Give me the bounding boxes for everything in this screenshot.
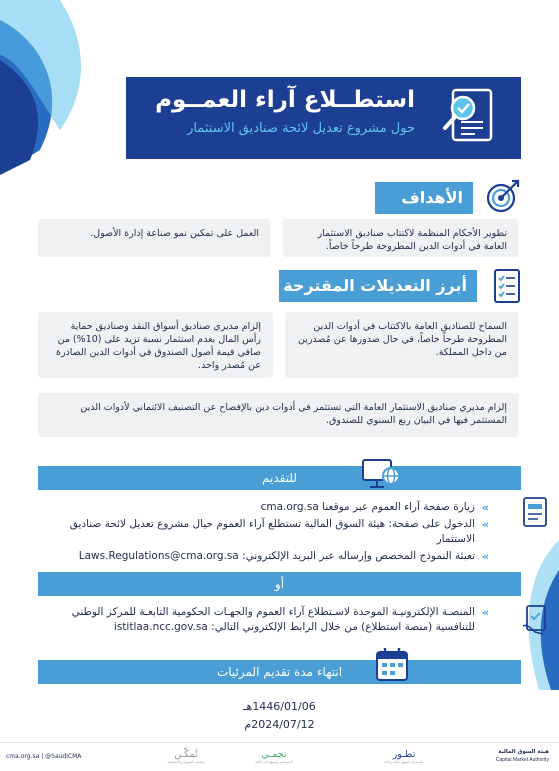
page-subtitle: حول مشروع تعديل لائحة صناديق الاستثمار bbox=[187, 121, 415, 136]
website-link[interactable]: cma.org.sa bbox=[6, 753, 40, 760]
web-form-icon bbox=[521, 496, 551, 530]
or-label: أو bbox=[274, 577, 285, 591]
target-icon bbox=[485, 178, 521, 214]
pillar-protect: تحمـي المستثمر وتسهم في الثقة bbox=[255, 749, 293, 764]
submission-heading-bar bbox=[38, 466, 521, 490]
chevron-icon: » bbox=[481, 606, 489, 619]
objective-box-1: تطوير الأحكام المنظمة لاكتتاب صناديق الاستثمار العامة في أدوات الدين المطروحة طرحاً خاصاً. bbox=[283, 219, 519, 257]
submission-step: » الدخول على صفحة: هيئة السوق المالية تستطلع آراء العموم حيال مشروع تعديل لائحة صناديق الاستثمار bbox=[69, 518, 489, 545]
checklist-icon bbox=[489, 268, 523, 304]
chevron-icon: » bbox=[481, 518, 489, 531]
pillar-enable: تُمكّـن وتيسير التمويل والاستثمار bbox=[167, 749, 205, 764]
header-banner bbox=[126, 77, 521, 159]
deadline-heading-bar bbox=[38, 660, 521, 684]
alt-submission bbox=[69, 605, 489, 637]
chevron-icon: » bbox=[481, 550, 489, 563]
amendments-heading: أبرز التعديلات المقترحة bbox=[279, 270, 477, 302]
objective-box-2: العمل على تمكين نمو صناعة إدارة الأصول. bbox=[38, 219, 271, 257]
deadline-gregorian: 2024/07/12م bbox=[244, 718, 315, 731]
survey-magnifier-icon bbox=[439, 86, 503, 150]
submission-heading: للتقديم bbox=[262, 471, 297, 485]
page-title: استطــلاع آراء العمــوم bbox=[155, 87, 415, 113]
footer bbox=[0, 742, 559, 771]
calendar-icon bbox=[375, 646, 409, 682]
hand-tablet-icon bbox=[521, 604, 551, 636]
submission-step: » تعبئة النموذج المخصص وإرساله عبر البريد الإلكتروني: Laws.Regulations@cma.org.sa bbox=[78, 550, 489, 563]
amendment-box-3: إلزام مديري صناديق الاستثمار العامة التي تستثمر في أدوات دين بالإفصاح عن التصنيف الائتماني لأدوات الدين المستثمر فيها في البيان ربع السنوي للصندوق. bbox=[38, 393, 519, 437]
submission-step: » زيارة صفحة آراء العموم عبر موقعنا cma.org.sa bbox=[260, 501, 489, 514]
deadline-dates bbox=[0, 698, 559, 734]
deadline-heading: انتهاء مدة تقديم المرئيات bbox=[216, 665, 343, 679]
deadline-hijri: 1446/01/06هـ bbox=[243, 700, 316, 713]
submission-step: » المنصـة الإلكترونيـة الموحدة لاسـتطلاع آراء العموم والجهـات الحكومية التابعـة للمركز الوطني للتنافسية (منصة استطلاع) من خلال الرابط الإلكتروني التالي: istitlaa.ncc.gov.sa bbox=[71, 606, 489, 633]
submission-steps bbox=[69, 500, 489, 566]
objectives-heading: الأهداف bbox=[375, 182, 473, 214]
computer-globe-icon bbox=[361, 456, 401, 492]
amendment-box-2: إلزام مديري صناديق أسواق النقد وصناديق حماية رأس المال بعدم استثمار نسبة تزيد على (10%) من صافي قيمة أصول الصندوق في أدوات الدين الصادرة عن مُصدر واحد. bbox=[38, 312, 273, 378]
amendment-box-1: السماح للصناديق العامة بالاكتتاب في أدوات الدين المطروحة طرحاً خاصاً، في حال صدورها عن مُصدرين من داخل المملكة. bbox=[285, 312, 519, 378]
pillar-develop: تطـور باستمرار لسوق مالية رائدة bbox=[384, 749, 424, 764]
footer-links: cma.org.sa | @SaudiCMA bbox=[6, 753, 82, 760]
social-handle[interactable]: @SaudiCMA bbox=[45, 753, 82, 760]
cma-logo: هيئة السوق المالية Capital Market Authority bbox=[495, 749, 549, 763]
or-divider-bar bbox=[38, 572, 521, 596]
chevron-icon: » bbox=[481, 501, 489, 514]
corner-wave-decoration bbox=[0, 0, 110, 175]
